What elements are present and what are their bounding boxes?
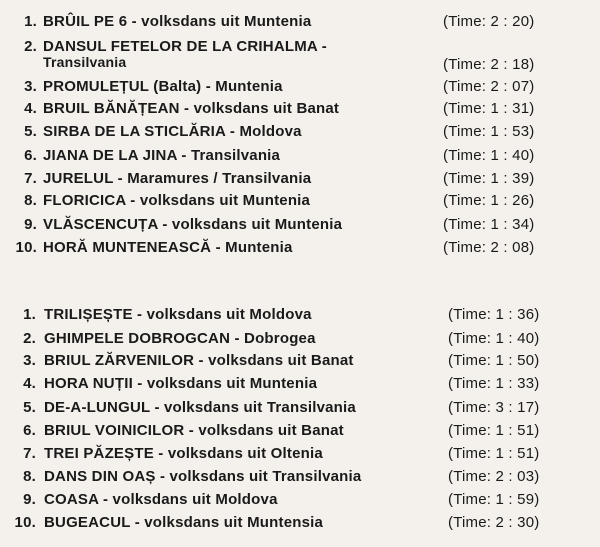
track-time: (Time: 3 : 17) — [448, 399, 540, 416]
track-row — [0, 237, 600, 259]
track-row — [0, 350, 600, 372]
track-row — [0, 373, 600, 395]
track-time: (Time: 2 : 20) — [443, 13, 535, 30]
track-number: 5. — [23, 399, 36, 416]
track-title: DE-A-LUNGUL - volksdans uit Transilvania — [44, 399, 356, 416]
track-title: PROMULEȚUL (Balta) - Muntenia — [43, 78, 283, 95]
track-row — [0, 121, 600, 143]
track-time: (Time: 1 : 59) — [448, 491, 540, 508]
track-time: (Time: 2 : 03) — [448, 468, 540, 485]
track-number: 8. — [24, 192, 37, 209]
track-time: (Time: 2 : 30) — [448, 514, 540, 531]
track-number: 8. — [23, 468, 36, 485]
track-title: BRÛIL PE 6 - volksdans uit Muntenia — [43, 13, 312, 30]
track-time: (Time: 1 : 33) — [448, 375, 540, 392]
track-title: HORĂ MUNTENEASCĂ - Muntenia — [43, 239, 293, 256]
track-time: (Time: 1 : 40) — [448, 330, 540, 347]
track-row — [0, 145, 600, 167]
track-title: VLĂSCENCUȚA - volksdans uit Muntenia — [43, 216, 343, 233]
track-number: 9. — [23, 491, 36, 508]
track-title: TRILIȘEȘTE - volksdans uit Moldova — [44, 306, 312, 323]
track-row — [0, 76, 600, 98]
track-time: (Time: 1 : 39) — [443, 170, 535, 187]
track-time: (Time: 1 : 50) — [448, 352, 540, 369]
track-number: 4. — [24, 100, 37, 117]
track-title: HORA NUȚII - volksdans uit Muntenia — [44, 375, 318, 392]
track-number: 6. — [23, 422, 36, 439]
track-title: DANSUL FETELOR DE LA CRIHALMA - — [43, 38, 327, 55]
track-number: 6. — [24, 147, 37, 164]
track-row — [0, 420, 600, 442]
track-number: 7. — [23, 445, 36, 462]
track-time: (Time: 2 : 08) — [443, 239, 535, 256]
track-number: 2. — [23, 330, 36, 347]
track-time: (Time: 2 : 07) — [443, 78, 535, 95]
track-row — [0, 11, 600, 33]
track-row — [0, 443, 600, 465]
track-number: 1. — [23, 306, 36, 323]
track-time: (Time: 1 : 31) — [443, 100, 535, 117]
track-row — [0, 168, 600, 190]
track-number: 9. — [24, 216, 37, 233]
track-title-continued: Transilvania — [43, 54, 127, 70]
track-title: GHIMPELE DOBROGCAN - Dobrogea — [44, 330, 316, 347]
track-number: 2. — [24, 38, 37, 55]
track-row — [0, 489, 600, 511]
track-time: (Time: 2 : 18) — [443, 56, 535, 73]
track-number: 1. — [24, 13, 37, 30]
track-row — [0, 328, 600, 350]
track-title: FLORICICA - volksdans uit Muntenia — [43, 192, 311, 209]
track-title: BUGEACUL - volksdans uit Muntensia — [44, 514, 324, 531]
track-number: 7. — [24, 170, 37, 187]
track-time: (Time: 1 : 36) — [448, 306, 540, 323]
track-row — [0, 36, 600, 78]
track-title: BRIUL VOINICILOR - volksdans uit Banat — [44, 422, 344, 439]
track-time: (Time: 1 : 53) — [443, 123, 535, 140]
track-number: 10. — [15, 239, 37, 256]
track-title: SIRBA DE LA STICLĂRIA - Moldova — [43, 123, 302, 140]
track-number: 10. — [14, 514, 36, 531]
track-title: JIANA DE LA JINA - Transilvania — [43, 147, 281, 164]
track-title: JURELUL - Maramures / Transilvania — [43, 170, 312, 187]
track-number: 5. — [24, 123, 37, 140]
track-time: (Time: 1 : 40) — [443, 147, 535, 164]
track-row — [0, 98, 600, 120]
track-number: 4. — [23, 375, 36, 392]
track-time: (Time: 1 : 51) — [448, 445, 540, 462]
track-title: BRIUL ZĂRVENILOR - volksdans uit Banat — [44, 352, 354, 369]
track-title: COASA - volksdans uit Moldova — [44, 491, 278, 508]
track-row — [0, 304, 600, 326]
track-title: TREI PĂZEȘTE - volksdans uit Oltenia — [44, 445, 323, 462]
track-number: 3. — [23, 352, 36, 369]
track-row — [0, 512, 600, 534]
track-row — [0, 214, 600, 236]
track-row — [0, 397, 600, 419]
track-title: BRUIL BĂNĂȚEAN - volksdans uit Banat — [43, 100, 340, 117]
track-time: (Time: 1 : 51) — [448, 422, 540, 439]
track-time: (Time: 1 : 34) — [443, 216, 535, 233]
track-time: (Time: 1 : 26) — [443, 192, 535, 209]
track-row — [0, 466, 600, 488]
track-title: DANS DIN OAȘ - volksdans uit Transilvania — [44, 468, 362, 485]
track-number: 3. — [24, 78, 37, 95]
track-row — [0, 190, 600, 212]
